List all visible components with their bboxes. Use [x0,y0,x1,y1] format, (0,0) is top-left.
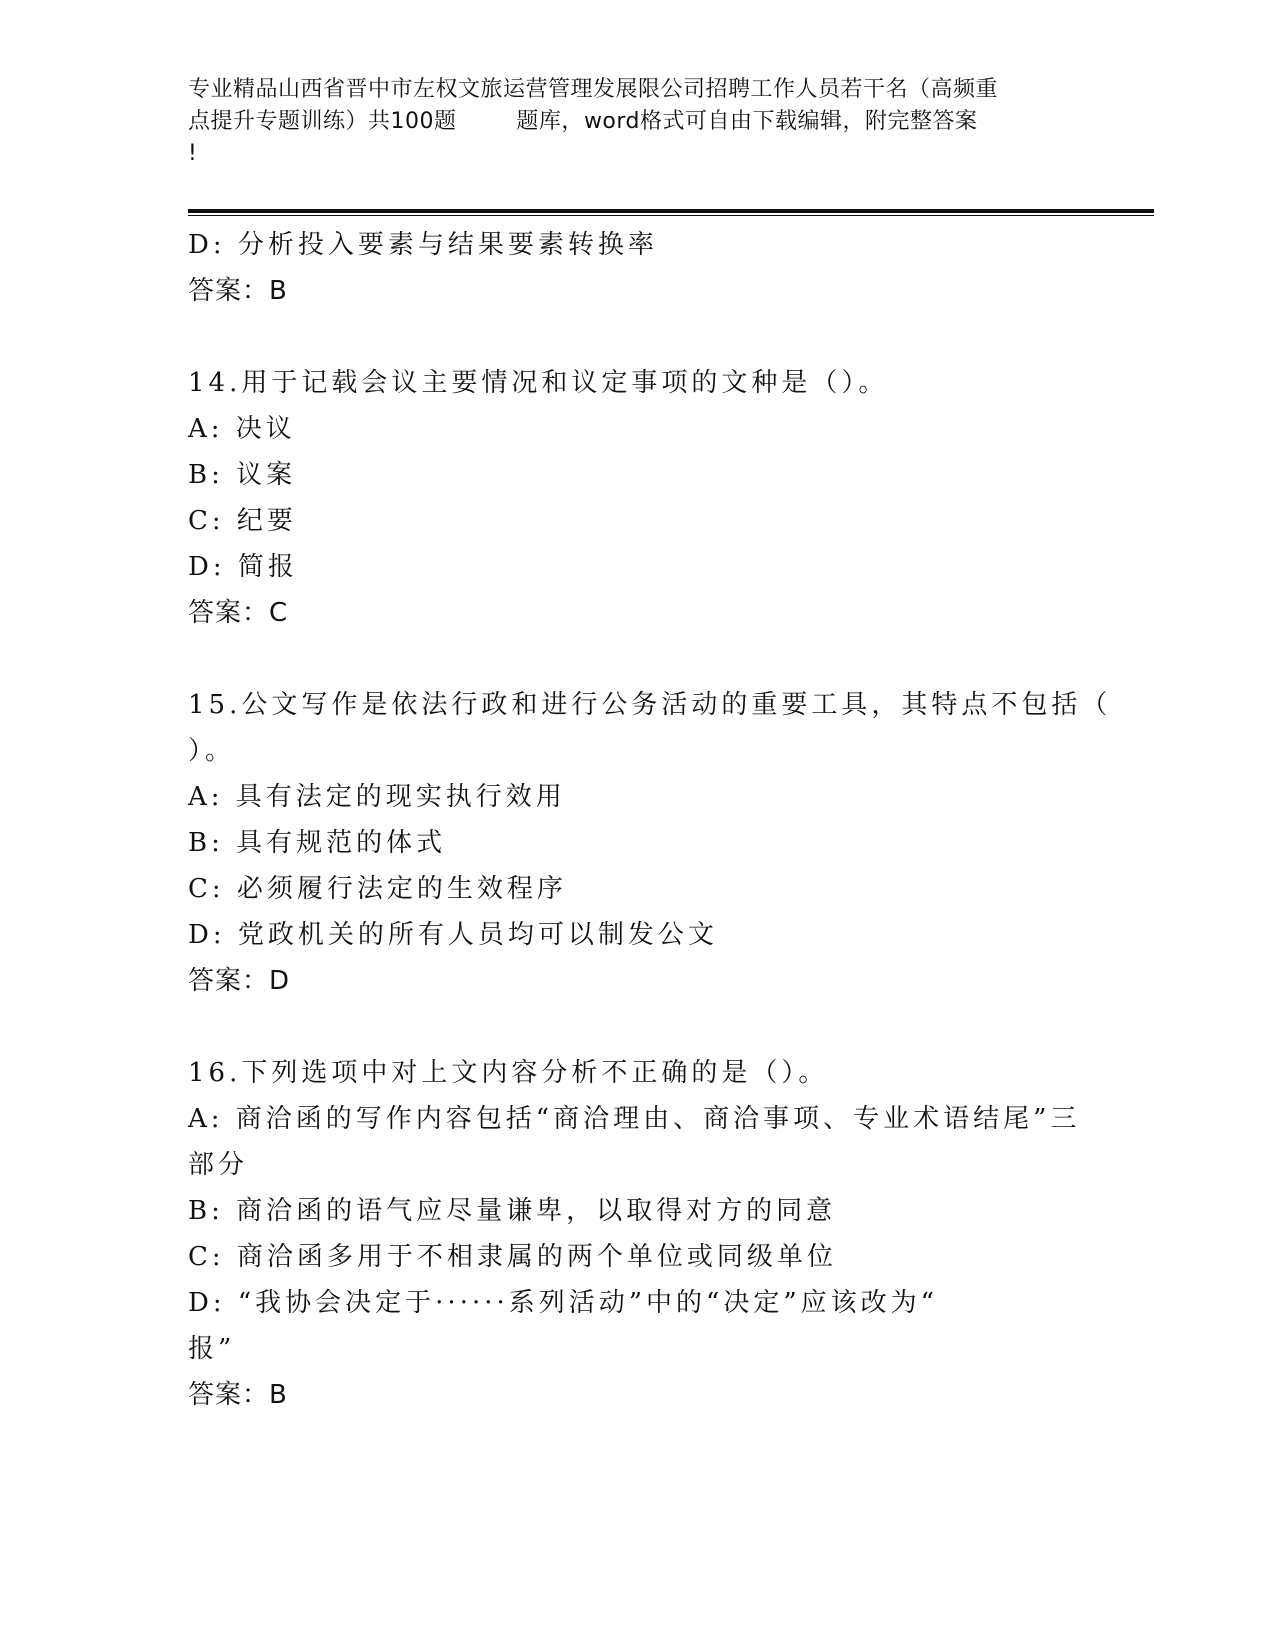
q15-option-d: D: 党政机关的所有人员均可以制发公文 [188,920,718,950]
spacer [188,636,1088,682]
q16-option-c: C: 商洽函多用于不相隶属的两个单位或同级单位 [188,1242,837,1272]
header-divider-thick [188,209,1154,213]
q14-option-b: B: 议案 [188,460,297,490]
q16-option-d-line-2: 报” [188,1334,236,1364]
q16-option-b: B: 商洽函的语气应尽量谦卑，以取得对方的同意 [188,1196,837,1226]
carryover-answer: 答案：B [188,276,288,306]
q16-stem: 16.下列选项中对上文内容分析不正确的是（）。 [188,1058,829,1088]
header-divider-thin [188,215,1154,216]
q15-option-b: B: 具有规范的体式 [188,828,447,858]
q14-answer: 答案：C [188,598,289,628]
q14-option-c: C: 纪要 [188,506,297,536]
q15-stem-line-2: ）。 [188,736,236,766]
question-list [188,222,1112,1418]
q16-option-a-line-1: A: 商洽函的写作内容包括“商洽理由、商洽事项、专业术语结尾”三 [188,1104,1081,1134]
header-line-3: ! [188,141,198,166]
q14-option-d: D: 简报 [188,552,298,582]
carryover-option-d: D: 分析投入要素与结果要素转换率 [188,230,658,260]
spacer [188,1004,1088,1050]
header-line-1: 专业精品山西省晋中市左权文旅运营管理发展限公司招聘工作人员若干名（高频重 [188,77,999,102]
q16-option-a-line-2: 部分 [188,1150,249,1180]
q15-stem-line-1: 15.公文写作是依法行政和进行公务活动的重要工具，其特点不包括（ [188,690,1112,720]
q14-option-a: A: 决议 [188,414,296,444]
document-header [188,74,1088,170]
q15-answer: 答案：D [188,966,291,996]
q15-option-a: A: 具有法定的现实执行效用 [188,782,566,812]
spacer [188,314,1088,360]
q14-stem: 14.用于记载会议主要情况和议定事项的文种是（）。 [188,368,889,398]
header-line-2: 点提升专题训练）共100题 题库，word格式可自由下载编辑，附完整答案 [188,109,978,134]
q16-option-d-line-1: D: “我协会决定于······系列活动”中的“决定”应该改为“ [188,1288,938,1318]
q15-option-c: C: 必须履行法定的生效程序 [188,874,567,904]
q16-answer: 答案：B [188,1380,288,1410]
